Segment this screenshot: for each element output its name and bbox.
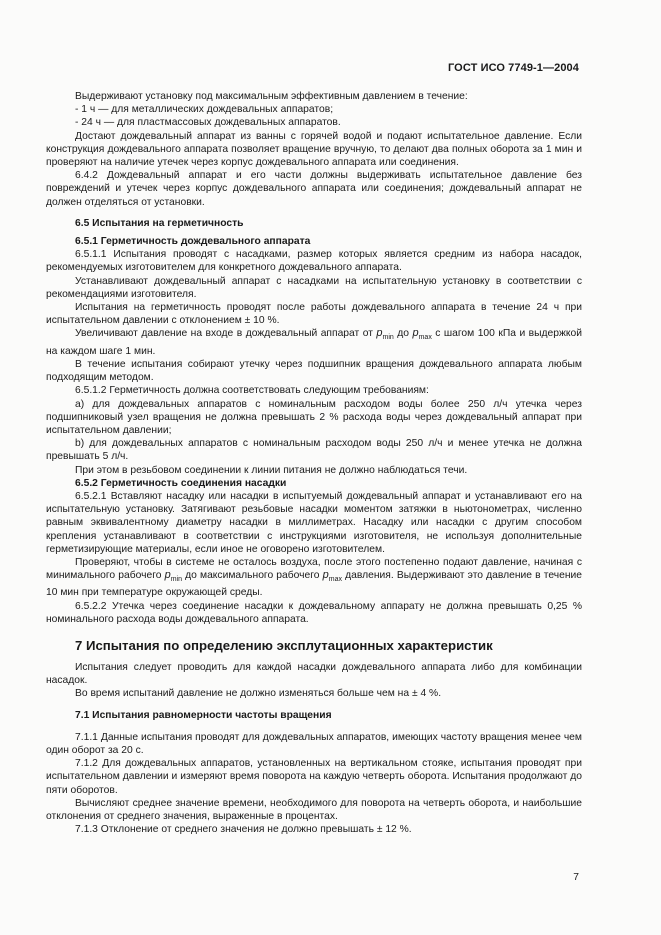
paragraph: 7.1.1 Данные испытания проводят для дождевальных аппаратов, имеющих частоту вращения менее чем один оборот за 20 с.	[46, 731, 582, 757]
text-run: Увеличивают давление на входе в дождевальный аппарат от	[75, 328, 377, 340]
text-run: Проверяют, чтобы в системе не осталось воздуха, после этого постепенно подают давление, начиная с минимального рабочего	[46, 556, 582, 582]
subscript-min: min	[170, 576, 182, 584]
rho-symbol: p	[322, 569, 329, 582]
paragraph: Испытания на герметичность проводят после работы дождевального аппарата в течение 24 ч при испытательном давлении с отклонением ± 10 %.	[46, 302, 582, 327]
list-item: b) для дождевальных аппаратов с номинальным расходом воды 250 л/ч и менее утечка не должна превышать 5 л/ч.	[46, 438, 582, 463]
section-heading-6-5: 6.5 Испытания на герметичность	[75, 217, 244, 229]
paragraph: 6.5.1.2 Герметичность должна соответствовать следующим требованиям:	[75, 385, 429, 397]
document-body	[46, 90, 582, 836]
list-item: - 1 ч — для металлических дождевальных аппаратов;	[75, 104, 334, 116]
subscript-max: max	[328, 576, 343, 584]
subscript-max: max	[418, 334, 432, 342]
paragraph-pressure-steps	[46, 327, 582, 357]
subscript-min: min	[382, 334, 394, 342]
paragraph: Устанавливают дождевальный аппарат с насадками на испытательную установку в соответствии с рекомендациями изготовителя.	[46, 275, 582, 300]
rho-symbol: p	[376, 327, 383, 340]
page-number: 7	[573, 872, 579, 883]
paragraph: Вычисляют среднее значение времени, необходимого для поворота на четверть оборота, и наибольшие отклонения от среднего значения, выраженные в процентах.	[46, 797, 582, 823]
subsection-heading-6-5-1: 6.5.1 Герметичность дождевального аппарата	[75, 236, 311, 248]
paragraph: Достают дождевальный аппарат из ванны с горячей водой и подают испытательное давление. Если конструкция дождевального аппарата позволяет вращение вручную, то делают два полных оборота за 1 мин и проверяют на наличие утечек через корпус дождевального аппарата или соединения.	[46, 130, 582, 169]
rho-symbol: p	[412, 327, 419, 340]
paragraph: 7.1.2 Для дождевальных аппаратов, установленных на вертикальном стояке, испытания проводят при испытательном давлении и измеряют время поворота на каждую четверть оборота. Испытания продолжают до пяти оборотов.	[46, 758, 582, 796]
paragraph: При этом в резьбовом соединении к линии питания не должно наблюдаться течи.	[75, 464, 468, 476]
list-item: - 24 ч — для пластмассовых дождевальных аппаратов.	[75, 117, 341, 129]
paragraph: 6.5.1.1 Испытания проводят с насадками, размер которых является средним из набора насадок, рекомендуемых изготовителем для конкретного дождевального аппарата.	[46, 249, 582, 274]
paragraph: Во время испытаний давление не должно изменяться больше чем на ± 4 %.	[75, 688, 442, 700]
section-heading-7-1: 7.1 Испытания равномерности частоты вращения	[75, 709, 332, 721]
paragraph: 6.4.2 Дождевальный аппарат и его части должны выдерживать испытательное давление без повреждений и утечек через корпус дождевального аппарата или соединения; дождевальный аппарат не должен отделяться от установки.	[46, 170, 582, 208]
paragraph-pressure-range	[46, 556, 582, 600]
paragraph: Испытания следует проводить для каждой насадки дождевального аппарата либо для комбинации насадок.	[46, 662, 582, 687]
text-run: давления. Выдерживают это давление в течение 10 мин при температуре окружающей среды.	[46, 570, 582, 599]
paragraph: 7.1.3 Отклонение от среднего значения не должно превышать ± 12 %.	[75, 824, 412, 836]
subsection-heading-6-5-2: 6.5.2 Герметичность соединения насадки	[75, 477, 287, 489]
section-heading-7: 7 Испытания по определению эксплутационных характеристик	[75, 638, 493, 654]
document-code-header: ГОСТ ИСО 7749-1—2004	[447, 62, 579, 74]
rho-symbol: p	[164, 569, 171, 582]
text-run: до	[393, 328, 413, 340]
text-run: до максимального рабочего	[182, 570, 323, 582]
paragraph: 6.5.2.1 Вставляют насадку или насадки в испытуемый дождевальный аппарат и устанавливают его на испытательную установку. Затягивают резьбовые насадки моментом затяжки в ньютонометрах, численно равным эквивалентному диаметру насадки в миллиметрах. Насадку или насадки с другим способом крепления устанавливают в соответствии с инструкциями изготовителя, не используя дополнительные герметизирующие материалы, если иное не оговорено изготовителем.	[46, 490, 582, 555]
text-run: с шагом 100 кПа и выдержкой на каждом шаге 1 мин.	[46, 328, 582, 357]
paragraph: 6.5.2.2 Утечка через соединение насадки к дождевальному аппарату не должна превышать 0,25 % номинального расхода воды дождевального аппарата.	[46, 600, 582, 625]
list-item: a) для дождевальных аппаратов с номинальным расходом воды более 250 л/ч утечка через подшипниковый узел вращения не должна превышать 2 % расхода воды через дождевальный аппарат при испытательном давлении;	[46, 398, 582, 436]
paragraph: Выдерживают установку под максимальным эффективным давлением в течение:	[75, 91, 468, 102]
paragraph: В течение испытания собирают утечку через подшипник вращения дождевального аппарата любым подходящим методом.	[46, 358, 582, 384]
